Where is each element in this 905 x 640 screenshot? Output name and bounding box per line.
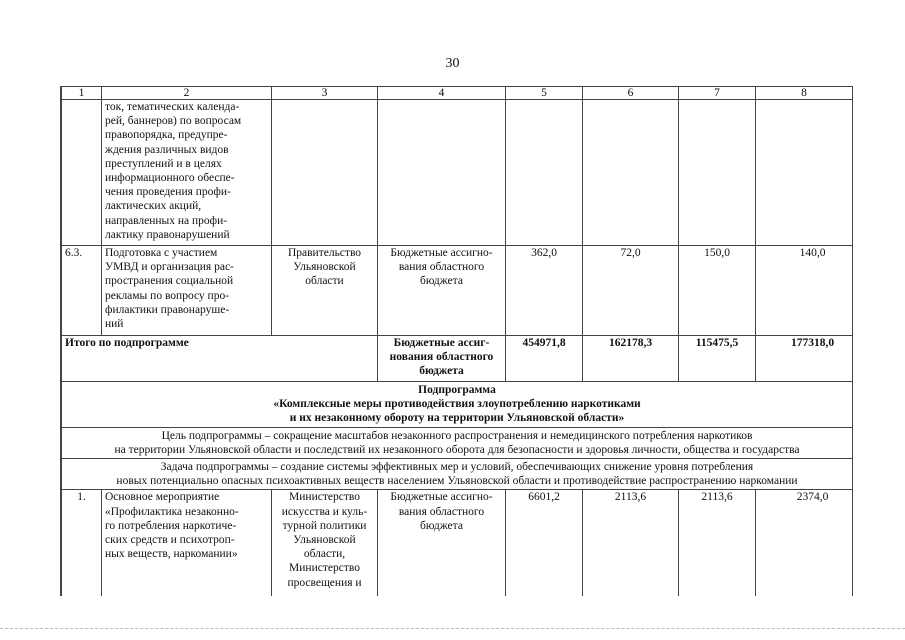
budget-table	[61, 86, 853, 596]
amount-year-2: 2113,6	[679, 490, 756, 596]
subprogram-heading: Подпрограмма «Комплексные меры противодействия злоупотреблению наркотиками и их незаконному обороту на территории Ульяновской области»	[62, 382, 853, 428]
document-frame	[60, 86, 853, 596]
total-label: Итого по подпрограмме	[62, 336, 378, 382]
executor: Министерство искусства и куль- турной политики Ульяновской области, Министерство просвещения и	[272, 490, 378, 596]
table-row-6-3	[62, 246, 853, 336]
subprogram-heading-row	[62, 382, 853, 428]
goal-row	[62, 427, 853, 458]
amount-year-3: 140,0	[756, 246, 853, 336]
column-number: 8	[756, 87, 853, 100]
subprogram-goal: Цель подпрограммы – сокращение масштабов незаконного распространения и немедицинского потребления наркотиков на территории Ульяновской области и последствий их незаконного оборота для безопасности и здоровья личности, общества и государства	[62, 427, 853, 458]
table-row-1	[62, 490, 853, 596]
row-number: 6.3.	[62, 246, 102, 336]
amount-year-1: 72,0	[583, 246, 679, 336]
page-bottom-edge	[0, 628, 905, 629]
amount-year-3: 177318,0	[756, 336, 853, 382]
column-number-row	[62, 87, 853, 100]
column-number: 5	[506, 87, 583, 100]
amount-year-1: 2113,6	[583, 490, 679, 596]
measure-description: Основное мероприятие «Профилактика незаконно- го потребления наркотиче- ских средств и психотроп- ных веществ, наркомании»	[102, 490, 272, 596]
funding-source: Бюджетные ассигно- вания областного бюджета	[378, 490, 506, 596]
column-number: 6	[583, 87, 679, 100]
amount-total: 454971,8	[506, 336, 583, 382]
amount-year-2: 150,0	[679, 246, 756, 336]
measure-description: Подготовка с участием УМВД и организация рас- пространения социальной рекламы по вопросу про- филактики правонаруше- ний	[102, 246, 272, 336]
task-row	[62, 459, 853, 490]
column-number: 2	[102, 87, 272, 100]
funding-source: Бюджетные ассигно- вания областного бюджета	[378, 246, 506, 336]
column-number: 3	[272, 87, 378, 100]
column-number: 1	[62, 87, 102, 100]
amount-year-3: 2374,0	[756, 490, 853, 596]
column-number: 4	[378, 87, 506, 100]
executor: Правительство Ульяновской области	[272, 246, 378, 336]
page-number: 30	[445, 56, 460, 71]
funding-source: Бюджетные ассиг- нования областного бюджета	[378, 336, 506, 382]
subprogram-task: Задача подпрограммы – создание системы эффективных мер и условий, обеспечивающих снижение уровня потребления новых потенциально опасных психоактивных веществ населением Ульяновской области и противодействие распространению наркомании	[62, 459, 853, 490]
amount-year-2: 115475,5	[679, 336, 756, 382]
amount-total: 362,0	[506, 246, 583, 336]
measure-description: ток, тематических календа- рей, баннеров) по вопросам правопорядка, предупре- ждения различных видов преступлений и в целях информационного обеспе- чения проведения профи- лактических акций, направленных на профи- лактику правонарушений	[102, 100, 272, 246]
amount-total: 6601,2	[506, 490, 583, 596]
row-number: 1.	[62, 490, 102, 596]
column-number: 7	[679, 87, 756, 100]
amount-year-1: 162178,3	[583, 336, 679, 382]
table-row-total	[62, 336, 853, 382]
table-row-continued	[62, 100, 853, 246]
